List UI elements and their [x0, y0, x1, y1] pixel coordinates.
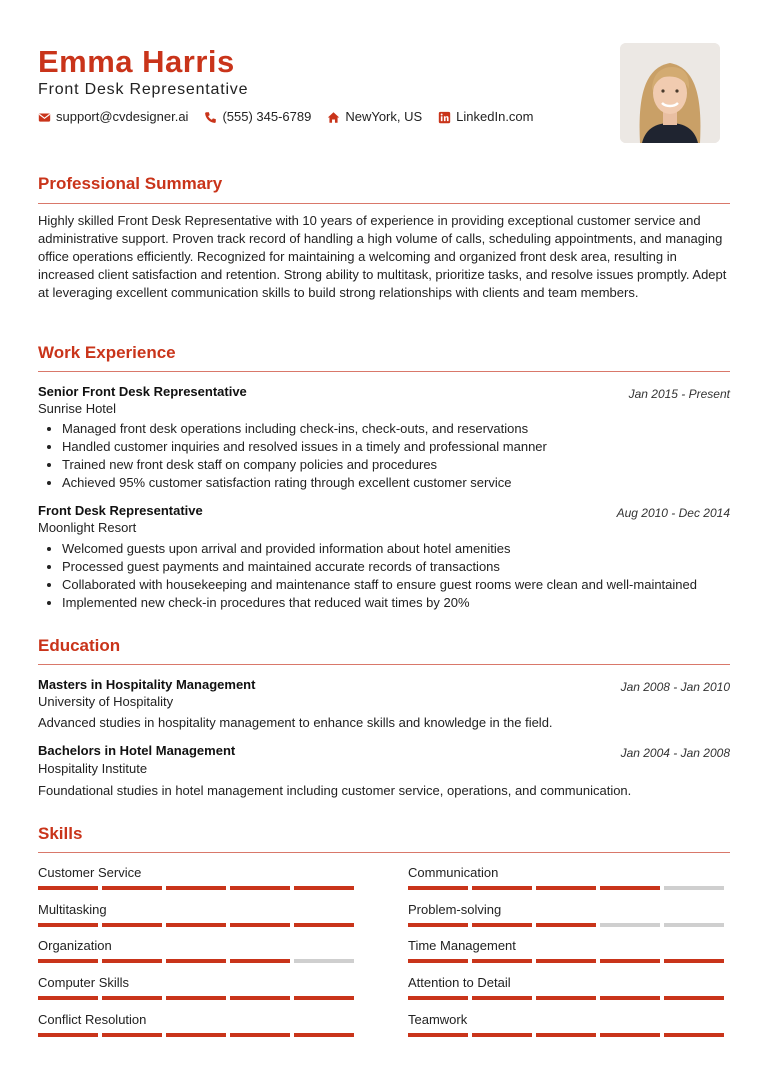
skill-rating-segment — [600, 923, 660, 927]
candidate-title: Front Desk Representative — [38, 81, 249, 98]
skill-rating-segment — [166, 1033, 226, 1037]
skill-rating-segment — [472, 886, 532, 890]
skill-rating-segment — [38, 886, 98, 890]
job-dates: Jan 2015 - Present — [628, 387, 730, 401]
skill-rating-segment — [294, 959, 354, 963]
degree-description: Advanced studies in hospitality management to enhance skills and knowledge in the field. — [38, 715, 553, 730]
skill-rating-bar — [38, 959, 360, 963]
skill-rating-segment — [38, 923, 98, 927]
skill-rating-bar — [408, 1033, 730, 1037]
skills-heading: Skills — [38, 824, 83, 843]
skill-rating-bar — [38, 1033, 360, 1037]
skill-rating-segment — [102, 959, 162, 963]
profile-photo — [620, 43, 720, 143]
skill-rating-segment — [102, 886, 162, 890]
skill-rating-bar — [408, 996, 730, 1000]
skill-item — [38, 974, 360, 1000]
skill-item — [408, 937, 730, 963]
skill-item — [408, 901, 730, 927]
skill-rating-segment — [600, 1033, 660, 1037]
skill-rating-segment — [294, 1033, 354, 1037]
skill-name: Communication — [408, 865, 499, 880]
skill-rating-segment — [166, 959, 226, 963]
skill-name: Teamwork — [408, 1012, 468, 1027]
skill-name: Attention to Detail — [408, 975, 511, 990]
candidate-name: Emma Harris — [38, 44, 235, 79]
skill-rating-segment — [408, 923, 468, 927]
skill-rating-segment — [472, 1033, 532, 1037]
job-bullet: Processed guest payments and maintained accurate records of transactions — [62, 558, 730, 576]
skill-rating-bar — [408, 886, 730, 890]
skill-rating-segment — [294, 886, 354, 890]
degree-dates: Jan 2008 - Jan 2010 — [620, 680, 730, 694]
skill-rating-segment — [38, 996, 98, 1000]
skill-rating-segment — [536, 886, 596, 890]
contact-linkedin[interactable] — [438, 108, 533, 126]
skill-rating-segment — [230, 886, 290, 890]
job-bullet: Achieved 95% customer satisfaction rating through excellent customer service — [62, 474, 730, 492]
skill-rating-segment — [102, 996, 162, 1000]
skill-rating-bar — [38, 996, 360, 1000]
skill-rating-segment — [166, 996, 226, 1000]
skill-rating-segment — [600, 886, 660, 890]
skill-rating-segment — [408, 996, 468, 1000]
job-bullet: Managed front desk operations including check-ins, check-outs, and reservations — [62, 420, 730, 438]
education-divider — [38, 664, 730, 665]
job-bullets — [62, 540, 730, 612]
skill-item — [38, 864, 360, 890]
skill-rating-segment — [38, 959, 98, 963]
skill-rating-segment — [166, 923, 226, 927]
skill-rating-segment — [230, 923, 290, 927]
job-company: Moonlight Resort — [38, 520, 137, 535]
skill-rating-segment — [664, 1033, 724, 1037]
skill-rating-bar — [408, 959, 730, 963]
job-bullet: Welcomed guests upon arrival and provided information about hotel amenities — [62, 540, 730, 558]
phone-icon — [204, 111, 217, 124]
skill-rating-segment — [536, 1033, 596, 1037]
skill-item — [38, 937, 360, 963]
skill-rating-segment — [102, 1033, 162, 1037]
skill-item — [408, 864, 730, 890]
contact-row — [38, 108, 550, 126]
skill-item — [408, 974, 730, 1000]
degree-title: Masters in Hospitality Management — [38, 677, 256, 692]
degree-school: Hospitality Institute — [38, 761, 148, 776]
contact-linkedin-text: LinkedIn.com — [456, 109, 534, 124]
skills-divider — [38, 852, 730, 853]
skill-rating-segment — [664, 886, 724, 890]
skill-rating-segment — [230, 996, 290, 1000]
skill-name: Conflict Resolution — [38, 1012, 147, 1027]
skill-rating-segment — [294, 923, 354, 927]
home-icon — [327, 111, 340, 124]
contact-phone-text: (555) 345-6789 — [222, 109, 312, 124]
skill-item — [408, 1011, 730, 1037]
job-bullet: Handled customer inquiries and resolved issues in a timely and professional manner — [62, 438, 730, 456]
job-role: Front Desk Representative — [38, 503, 203, 518]
job-bullets — [62, 420, 730, 492]
summary-text: Highly skilled Front Desk Representative with 10 years of experience in providing exceptional customer service and administrative support. Proven track record of handling a high volume of calls, scheduling appointments, and managing office operations efficiently. Recognized for maintaining a welcoming and organized front desk area, resulting in increased client satisfaction and retention. Strong ability to multitask, prioritize tasks, and resolve issues promptly. Adept at leveraging excellent communication skills to build strong relationships with clients and team members. — [38, 213, 727, 300]
skill-item — [38, 1011, 360, 1037]
job-bullet: Collaborated with housekeeping and maintenance staff to ensure guest rooms were clean and well-maintained — [62, 576, 730, 594]
summary-divider — [38, 203, 730, 204]
skill-rating-segment — [38, 1033, 98, 1037]
skill-rating-segment — [536, 959, 596, 963]
skill-rating-bar — [38, 923, 360, 927]
skill-rating-segment — [408, 959, 468, 963]
contact-location-text: NewYork, US — [345, 109, 423, 124]
job-bullet: Trained new front desk staff on company policies and procedures — [62, 456, 730, 474]
skill-name: Multitasking — [38, 902, 107, 917]
skill-name: Customer Service — [38, 865, 142, 880]
experience-divider — [38, 371, 730, 372]
skill-rating-segment — [600, 996, 660, 1000]
skill-rating-segment — [600, 959, 660, 963]
job-bullet: Implemented new check-in procedures that reduced wait times by 20% — [62, 594, 730, 612]
skill-rating-segment — [408, 886, 468, 890]
contact-location — [327, 108, 422, 126]
contact-email-text: support@cvdesigner.ai — [56, 109, 189, 124]
skill-rating-segment — [472, 923, 532, 927]
skill-name: Problem-solving — [408, 902, 502, 917]
skill-rating-segment — [408, 1033, 468, 1037]
skill-rating-bar — [408, 923, 730, 927]
experience-heading: Work Experience — [38, 343, 176, 362]
envelope-icon — [38, 111, 51, 124]
degree-school: University of Hospitality — [38, 694, 174, 709]
degree-title: Bachelors in Hotel Management — [38, 743, 236, 758]
skill-item — [38, 901, 360, 927]
skill-rating-segment — [664, 996, 724, 1000]
summary-heading: Professional Summary — [38, 174, 223, 193]
degree-dates: Jan 2004 - Jan 2008 — [620, 746, 730, 760]
contact-phone[interactable] — [204, 108, 311, 126]
job-dates: Aug 2010 - Dec 2014 — [616, 506, 730, 520]
skill-rating-segment — [472, 959, 532, 963]
skill-rating-segment — [230, 1033, 290, 1037]
education-heading: Education — [38, 636, 121, 655]
skill-rating-segment — [472, 996, 532, 1000]
skill-rating-segment — [536, 996, 596, 1000]
skill-name: Time Management — [408, 938, 516, 953]
skill-rating-segment — [664, 959, 724, 963]
skill-rating-segment — [294, 996, 354, 1000]
skill-rating-segment — [536, 923, 596, 927]
degree-description: Foundational studies in hotel management including customer service, operations, and communication. — [38, 783, 632, 798]
job-company: Sunrise Hotel — [38, 401, 117, 416]
skill-rating-segment — [102, 923, 162, 927]
contact-email[interactable] — [38, 108, 188, 126]
skill-name: Organization — [38, 938, 112, 953]
skill-rating-bar — [38, 886, 360, 890]
skill-name: Computer Skills — [38, 975, 130, 990]
skill-rating-segment — [664, 923, 724, 927]
linkedin-icon — [438, 111, 451, 124]
job-role: Senior Front Desk Representative — [38, 384, 247, 399]
skill-rating-segment — [230, 959, 290, 963]
skill-rating-segment — [166, 886, 226, 890]
